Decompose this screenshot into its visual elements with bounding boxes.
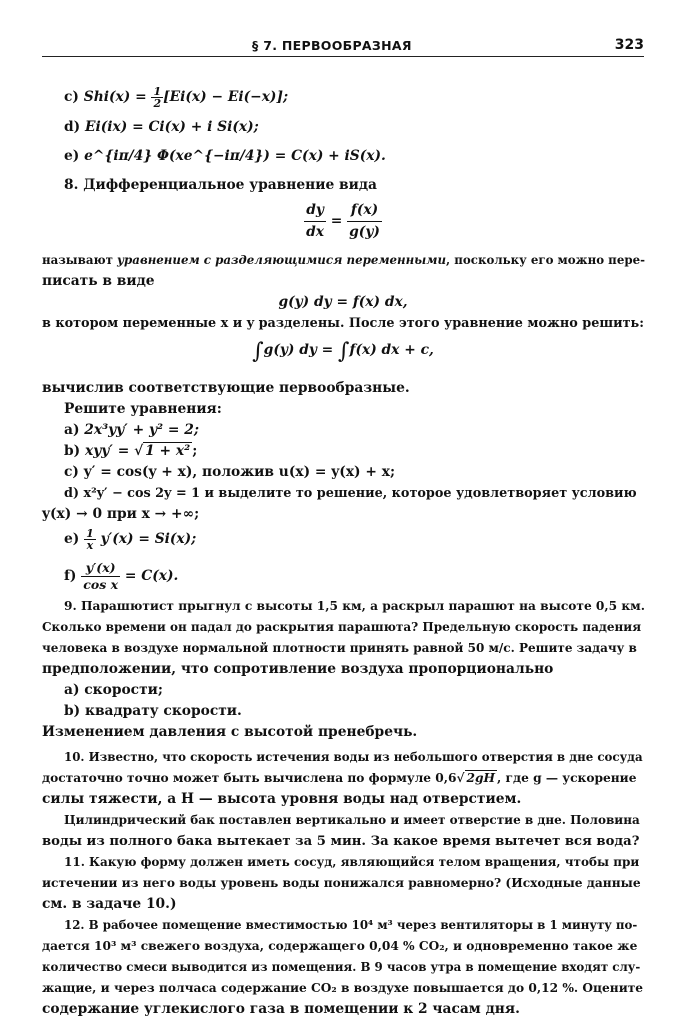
separated-form: g(y) dy = f(x) dx, [278, 294, 408, 310]
equation-e: e) $\frac{1}{x}$ y′(x) = Si(x); [64, 527, 197, 552]
problem-8-text-2: писать в виде [42, 273, 155, 289]
problem-12-line-3: количество смеси выводится из помещения. В 9 часов утра в помещение входят слу- [42, 960, 641, 974]
problem-8-intro: 8. Дифференциальное уравнение вида [64, 177, 377, 193]
running-header [42, 30, 644, 57]
separable-equation: $\frac{dy}{dx}$ = $\frac{f(x)}{g(y)}$ [42, 196, 644, 250]
equation-f: f) $\frac{y'(x)}{\text{cos x}}$ = C(x). [64, 560, 179, 592]
section-title: § 7. ПЕРВООБРАЗНАЯ [252, 38, 412, 53]
problem-9-line-3: человека в воздухе нормальной плотности принять равной 50 м/с. Решите задачу в [42, 641, 637, 655]
problem-11-line-2: истечении из него воды уровень воды понижался равномерно? (Исходные данные [42, 876, 641, 890]
problem-10-line-4: Цилиндрический бак поставлен вертикально и имеет отверстие в дне. Половина [64, 813, 640, 827]
problem-8-text-4: вычислив соответствующие первообразные. [42, 380, 410, 396]
problem-9-option-a: a) скорости; [64, 682, 163, 698]
problem-12-line-5: содержание углекислого газа в помещении к 2 часам дня. [42, 1001, 520, 1017]
formula-item-d: d) Ei(ix) = Ci(x) + i Si(x); [64, 119, 259, 135]
problem-11-line-3: см. в задаче 10.) [42, 896, 177, 912]
problem-10-line-5: воды из полного бака вытекает за 5 мин. За какое время вытечет вся вода? [42, 834, 640, 849]
formula-item-c: c) Shi(x) = $\frac{1}{2}$ [Ei(x) − Ei(−x)]; [64, 85, 289, 110]
integral-equation: ∫g(y) dy = ∫f(x) dx + c, [252, 339, 434, 364]
equation-a: a) 2x³yy′ + y² = 2; [64, 422, 199, 438]
problem-10-line-1: 10. Известно, что скорость истечения воды из небольшого отверстия в дне сосуда [64, 750, 643, 764]
problem-9-line-5: Изменением давления с высотой пренебречь. [42, 724, 418, 740]
equation-d-condition: y(x) → 0 при x → +∞; [42, 506, 200, 522]
problem-9-line-1: 9. Парашютист прыгнул с высоты 1,5 км, а раскрыл парашют на высоте 0,5 км. [64, 599, 646, 613]
equation-d: d) x²y′ − cos 2y = 1 и выделите то решение, которое удовлетворяет условию [64, 486, 637, 501]
half-fraction: $\frac{1}{2}$ [153, 85, 162, 110]
problem-10-line-3: силы тяжести, а H — высота уровня воды над отверстием. [42, 791, 522, 807]
page-number: 323 [614, 37, 644, 53]
equation-c: c) y′ = cos(y + x), положив u(x) = y(x) + x; [64, 464, 396, 480]
problem-10-line-2: достаточно точно может быть вычислена по формуле 0,6√ 2gH , где g — ускорение [42, 771, 637, 785]
page-body [42, 86, 644, 1020]
formula-item-e: e) e^{iπ/4} Φ(xe^{−iπ/4}) = C(x) + iS(x). [64, 148, 386, 164]
problem-8-text-1: называют уравнением с разделяющимися переменными, поскольку его можно пере- [42, 253, 645, 267]
problem-9-option-b: b) квадрату скорости. [64, 703, 242, 719]
problem-12-line-2: дается 10³ м³ свежего воздуха, содержащего 0,04 % CO₂, и одновременно такое же [42, 939, 638, 953]
equation-b: b) xyy′ = √ 1 + x² ; [64, 443, 198, 459]
problem-9-line-4: предположении, что сопротивление воздуха пропорционально [42, 661, 554, 677]
problem-9-line-2: Сколько времени он падал до раскрытия парашюта? Предельную скорость падения [42, 620, 642, 634]
problem-12-line-4: жащие, и через полчаса содержание CO₂ в воздухе повышается до 0,12 %. Оцените [42, 981, 644, 995]
solve-heading: Решите уравнения: [64, 401, 222, 417]
problem-12-line-1: 12. В рабочее помещение вместимостью 10⁴ м³ через вентиляторы в 1 минуту по- [64, 918, 638, 932]
problem-11-line-1: 11. Какую форму должен иметь сосуд, являющийся телом вращения, чтобы при [64, 855, 640, 869]
problem-8-text-3: в котором переменные x и y разделены. После этого уравнение можно решить: [42, 316, 644, 331]
